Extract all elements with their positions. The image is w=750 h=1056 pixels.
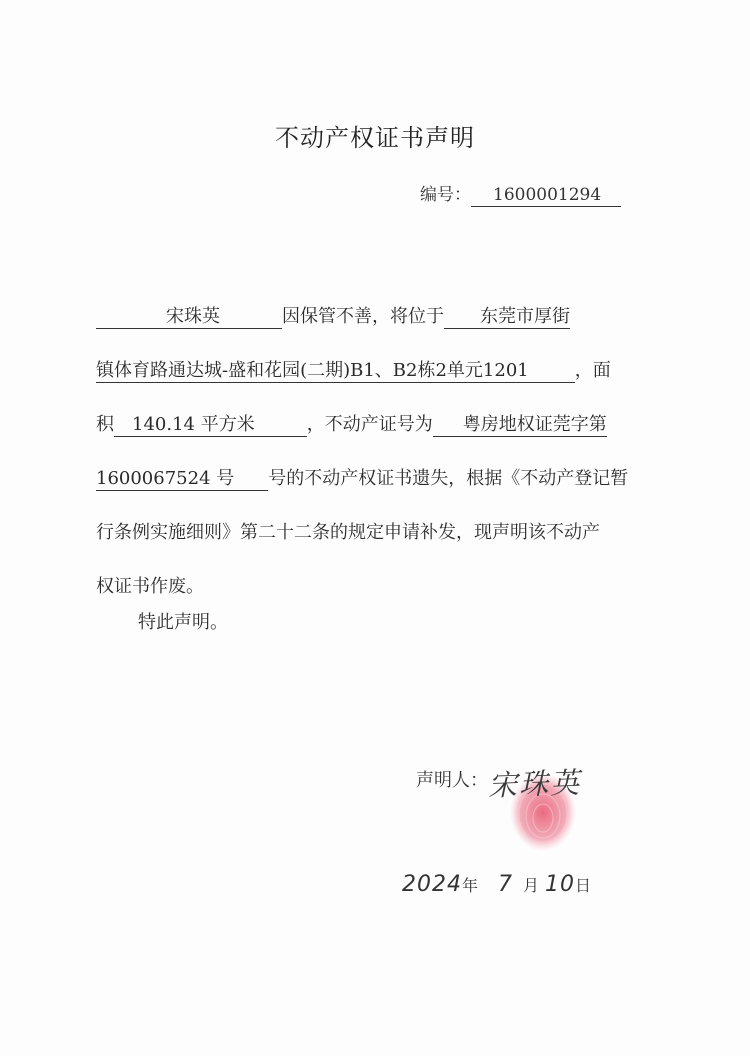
document-title: 不动产权证书声明 [275, 124, 475, 152]
body-text-1: 因保管不善，将位于 [282, 306, 444, 327]
handwritten-signature: 宋珠英 [487, 765, 582, 803]
body-line-5: 行条例实施细则》第二十二条的规定申请补发，现声明该不动产 [96, 522, 600, 543]
body-line-4 [96, 452, 662, 506]
address-part-1: 东莞市厚街 [480, 306, 570, 327]
statement-body [96, 290, 662, 614]
address-part-2: 镇体育路通达城-盛和花园(二期)B1、B2栋2单元1201 [96, 360, 529, 381]
area-field [114, 414, 307, 437]
document-number-line [420, 180, 621, 207]
declarant-label: 声明人： [416, 770, 488, 791]
cert-part-2: 1600067524 号 [96, 468, 235, 489]
cert-field-1 [433, 414, 607, 437]
closing-statement: 特此声明。 [138, 612, 228, 633]
number-value: 1600001294 [471, 185, 621, 207]
body-line-1 [96, 290, 662, 344]
date-day: 10 [545, 872, 576, 897]
body-text-3: 积 [96, 414, 114, 435]
cert-field-2 [96, 468, 268, 491]
area-value: 140.14 平方米 [132, 414, 255, 435]
address-field-2 [96, 360, 575, 383]
body-text-2: ，面 [574, 360, 611, 381]
body-line-2 [96, 344, 662, 398]
date-day-unit: 日 [575, 876, 592, 895]
owner-name-field [96, 306, 282, 329]
body-text-5: 号的不动产权证书遗失，根据《不动产登记暂 [268, 468, 629, 489]
date-year: 2024 [402, 872, 462, 897]
signature-date [402, 872, 591, 897]
cert-part-1: 粤房地权证莞字第 [462, 414, 607, 435]
date-month-unit: 月 [523, 876, 540, 895]
date-year-unit: 年 [462, 876, 479, 895]
body-line-6: 权证书作废。 [96, 576, 204, 597]
body-line-3 [96, 398, 662, 452]
body-text-4: ，不动产证号为 [306, 414, 433, 435]
date-month: 7 [498, 872, 514, 897]
number-label: 编号： [420, 185, 471, 205]
owner-name: 宋珠英 [166, 306, 220, 327]
address-field-1 [444, 306, 570, 329]
